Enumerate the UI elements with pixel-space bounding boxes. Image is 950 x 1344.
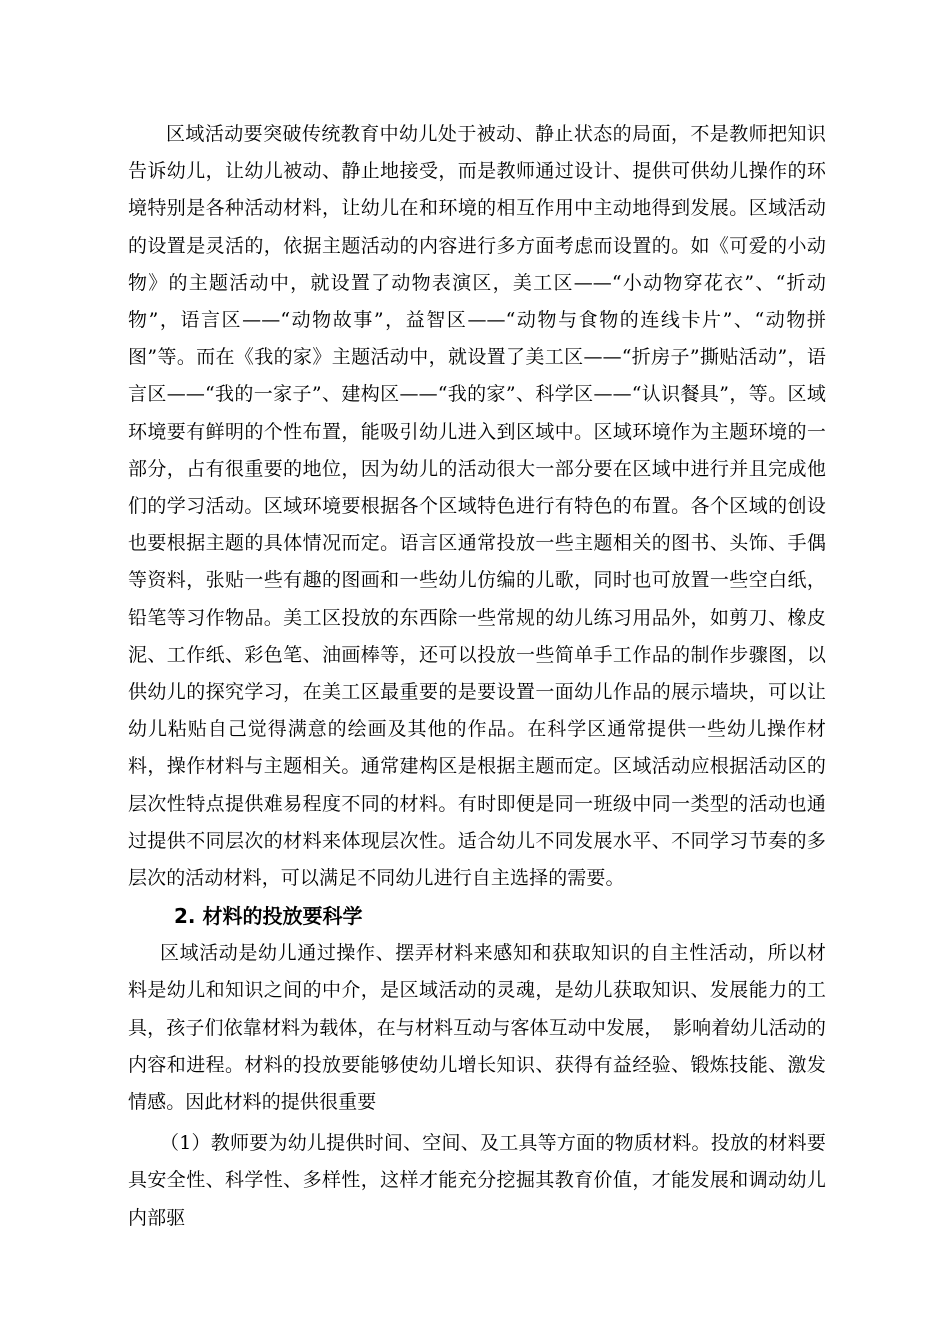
paragraph-materials-intro: 区域活动是幼儿通过操作、摆弄材料来感知和获取知识的自主性活动，所以材料是幼儿和知识之间的中介，是区域活动的灵魂，是幼儿获取知识、发展能力的工具，孩子们依靠材料为载体，在与材料互动与客体互动中发展， 影响着幼儿活动的内容和进程。材料的投放要能够使幼儿增长知识、获得有益经验、锻炼技能、激发情感。因此材料的提供很重要 <box>128 942 826 1114</box>
document-body <box>128 116 826 1237</box>
paragraph-teacher-materials: （1）教师要为幼儿提供时间、空间、及工具等方面的物质材料。投放的材料要具安全性、科学性、多样性，这样才能充分挖掘其教育价值，才能发展和调动幼儿内部驱 <box>128 1132 826 1229</box>
paragraph-regional-activities: 区域活动要突破传统教育中幼儿处于被动、静止状态的局面，不是教师把知识告诉幼儿，让幼儿被动、静止地接受，而是教师通过设计、提供可供幼儿操作的环境特别是各种活动材料，让幼儿在和环境的相互作用中主动地得到发展。区域活动的设置是灵活的，依据主题活动的内容进行多方面考虑而设置的。如《可爱的小动物》的主题活动中，就设置了动物表演区，美工区——“小动物穿花衣”、“折动物”，语言区——“动物故事”，益智区——“动物与食物的连线卡片”、“动物拼图”等。而在《我的家》主题活动中，就设置了美工区——“折房子”撕贴活动”，语言区——“我的一家子”、建构区——“我的家”、科学区——“认识餐具”，等。区域环境要有鲜明的个性布置，能吸引幼儿进入到区域中。区域环境作为主题环境的一部分，占有很重要的地位，因为幼儿的活动很大一部分要在区域中进行并且完成他们的学习活动。区域环境要根据各个区域特色进行有特色的布置。各个区域的创设也要根据主题的具体情况而定。语言区通常投放一些主题相关的图书、头饰、手偶等资料，张贴一些有趣的图画和一些幼儿仿编的儿歌，同时也可放置一些空白纸，铅笔等习作物品。美工区投放的东西除一些常规的幼儿练习用品外，如剪刀、橡皮泥、工作纸、彩色笔、油画棒等，还可以投放一些简单手工作品的制作步骤图，以供幼儿的探究学习，在美工区最重要的是要设置一面幼儿作品的展示墙块，可以让幼儿粘贴自己觉得满意的绘画及其他的作品。在科学区通常提供一些幼儿操作材料，操作材料与主题相关。通常建构区是根据主题而定。区域活动应根据活动区的层次性特点提供难易程度不同的材料。有时即便是同一班级中同一类型的活动也通过提供不同层次的材料来体现层次性。适合幼儿不同发展水平、不同学习节奏的多层次的活动材料，可以满足不同幼儿进行自主选择的需要。 <box>128 123 826 890</box>
section-heading-materials: 2. 材料的投放要科学 <box>174 904 363 929</box>
